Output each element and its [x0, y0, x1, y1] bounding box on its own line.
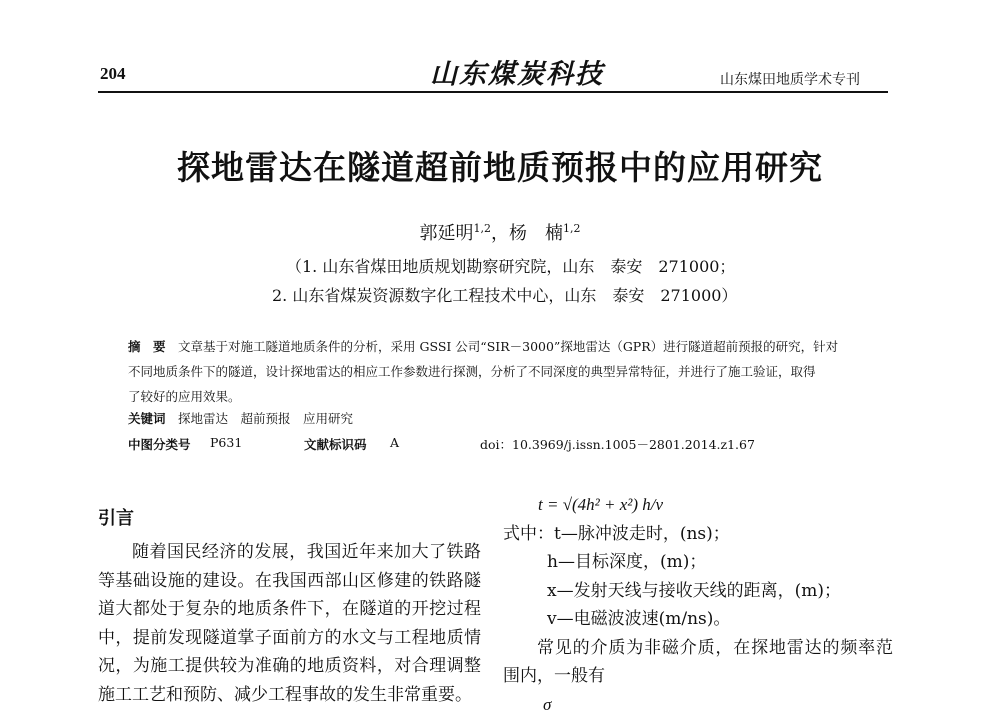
formula-partial: σ	[543, 694, 552, 714]
abstract-text: 文章基于对施工隧道地质条件的分析，采用 GSSI 公司“SIR－3000”探地雷达（GPR）进行隧道超前预报的研究，针对	[178, 339, 839, 354]
series-name: 山东煤田地质学术专刊	[720, 72, 860, 88]
abstract-line: 不同地质条件下的隧道，设计探地雷达的相应工作参数进行探测，分析了不同深度的典型异常特征，并进行了施工验证，取得	[128, 364, 816, 379]
intro-paragraph: 随着国民经济的发展，我国近年来加大了铁路等基础设施的建设。在我国西部山区修建的铁路隧道大都处于复杂的地质条件下，在隧道的开挖过程中，提前发现隧道掌子面前方的水文与工程地质情况，为施工提供较为准确的地质资料，对合理调整施工工艺和预防、减少工程事故的发生非常重要。	[98, 542, 481, 705]
variable-definition: h—目标深度，(m)；	[547, 552, 707, 572]
variable-definition: v—电磁波波速(m/ns)。	[547, 609, 731, 629]
journal-logo: 山东煤炭科技	[430, 59, 604, 90]
keywords-label: 关键词	[128, 411, 166, 426]
author-line	[0, 219, 1000, 245]
doc-code-value: A	[390, 435, 400, 450]
doi: doi：10.3969/j.issn.1005－2801.2014.z1.67	[480, 437, 755, 452]
variable-definition: x—发射天线与接收天线的距离，(m)；	[547, 580, 841, 601]
abstract-label: 摘 要	[128, 339, 166, 354]
author-name: 郭延明	[419, 223, 474, 244]
affiliation-1: （1. 山东省煤田地质规划勘察研究院，山东 泰安 271000；	[286, 257, 736, 276]
author-name: 杨 楠	[509, 223, 563, 244]
abstract-line: 了较好的应用效果。	[128, 389, 241, 404]
paper-title: 探地雷达在隧道超前地质预报中的应用研究	[177, 148, 823, 187]
page-number: 204	[100, 64, 126, 83]
section-heading: 引言	[98, 508, 134, 529]
clc-value: P631	[210, 435, 243, 450]
clc-label: 中图分类号	[128, 437, 191, 452]
left-column	[98, 538, 481, 709]
keywords-value: 探地雷达 超前预报 应用研究	[178, 411, 354, 426]
body-paragraph: 常见的介质为非磁介质，在探地雷达的频率范围内，一般有	[503, 637, 893, 686]
where-line: 式中：t—脉冲波走时，(ns)；	[503, 523, 730, 544]
formula: t = √(4h² + x²) h/v	[538, 495, 664, 514]
doc-code-label: 文献标识码	[304, 437, 367, 452]
author-affiliation-mark: 1,2	[473, 222, 491, 235]
right-column	[503, 491, 893, 714]
affiliation-2: 2. 山东省煤炭资源数字化工程技术中心，山东 泰安 271000）	[272, 286, 738, 305]
abstract-line	[128, 334, 868, 359]
keywords	[128, 409, 353, 427]
author-affiliation-mark: 1,2	[563, 222, 581, 235]
abstract	[128, 334, 868, 409]
author-separator: ，	[491, 223, 509, 244]
header-divider	[98, 91, 888, 93]
